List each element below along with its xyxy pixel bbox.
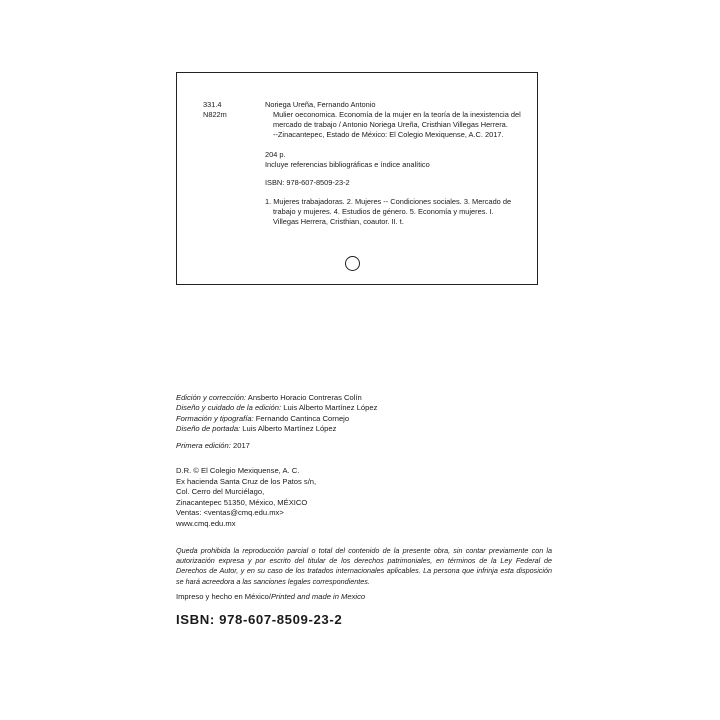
card-punch-hole: [345, 256, 360, 271]
credits-block: [176, 393, 556, 451]
publisher-line: Col. Cerro del Murciélago,: [176, 487, 265, 497]
card-subject-line: 1. Mujeres trabajadoras. 2. Mujeres -- Condiciones sociales. 3. Mercado de: [265, 197, 512, 206]
card-isbn: ISBN: 978-607-8509-23-2: [265, 178, 350, 187]
credit-row: Formación y tipografía: Fernando Cantinca Cornejo: [176, 413, 350, 423]
catalog-card-body: [265, 100, 527, 227]
credit-row: Edición y corrección: Ansberto Horacio Contreras Colín: [176, 393, 362, 402]
card-author: Noriega Ureña, Fernando Antonio: [265, 100, 376, 109]
call-number-class: 331.4: [203, 100, 222, 109]
call-number: [203, 100, 227, 120]
legal-notice: Queda prohibida la reproducción parcial o total del contenido de la presente obra, sin contar previamente con la autorización expresa y por escrito del titular de los derechos patrimoniales, en términos de la Ley Federal de Derechos de Autor, y en su caso de los tratados internacionales aplicables. La persona que infrinja esta disposición se hará acreedora a las sanciones legales correspondientes.: [176, 546, 552, 586]
card-subject-line: Villegas Herrera, Cristhian, coautor. II. t.: [273, 217, 404, 226]
card-subject-line: trabajo y mujeres. 4. Estudios de género. 5. Economía y mujeres. I.: [273, 207, 494, 216]
publisher-line: Zinacantepec 51350, México, MÉXICO: [176, 497, 308, 507]
card-title-line: Mulier oeconomica. Economía de la mujer en la teoría de la inexistencia del: [273, 110, 521, 119]
publisher-line: Ventas: <ventas@cmq.edu.mx>: [176, 508, 284, 518]
catalog-card: [176, 72, 538, 285]
printed-in-line: Impreso y hecho en México/Printed and made in Mexico: [176, 592, 366, 601]
edition-line: Primera edición: 2017: [176, 440, 250, 450]
isbn-number: ISBN: 978-607-8509-23-2: [176, 612, 343, 627]
publisher-line: D.R. © El Colegio Mexiquense, A. C.: [176, 466, 300, 475]
credit-row: Diseño de portada: Luis Alberto Martínez López: [176, 424, 337, 434]
credit-row: Diseño y cuidado de la edición: Luis Alberto Martínez López: [176, 403, 378, 413]
card-title-line: --Zinacantepec, Estado de México: El Colegio Mexiquense, A.C. 2017.: [273, 130, 504, 139]
call-number-cutter: N822m: [203, 110, 227, 119]
card-notes: Incluye referencias bibliográficas e índice analítico: [265, 160, 430, 169]
publisher-address: [176, 466, 316, 530]
card-pages: 204 p.: [265, 150, 286, 159]
card-title-line: mercado de trabajo / Antonio Noriega Ureña, Cristhian Villegas Herrera.: [273, 120, 508, 129]
publisher-line: Ex hacienda Santa Cruz de los Patos s/n,: [176, 476, 317, 486]
publisher-line: www.cmq.edu.mx: [176, 518, 236, 528]
